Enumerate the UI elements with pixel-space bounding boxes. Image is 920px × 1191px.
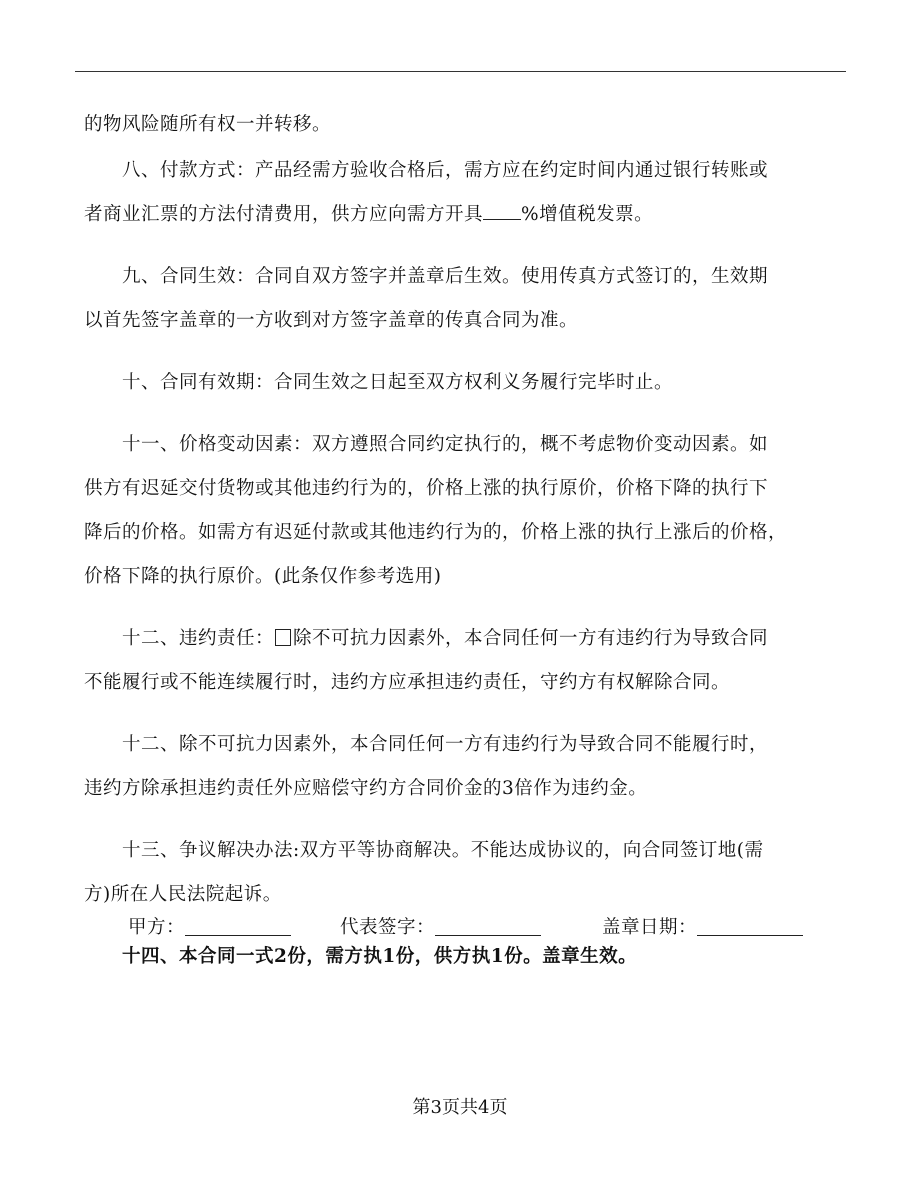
page-number: 第3页共4页	[412, 1097, 508, 1118]
paragraph-line	[84, 193, 840, 237]
paragraph-line: 九、合同生效：合同自双方签字并盖章后生效。使用传真方式签订的，生效期	[122, 266, 769, 287]
paragraph-line: 的物风险随所有权一并转移。	[84, 114, 332, 135]
paragraph-line: 十一、价格变动因素：双方遵照合同约定执行的，概不考虑物价变动因素。如	[122, 434, 769, 455]
header-rule	[75, 71, 846, 72]
party-a-blank[interactable]	[185, 934, 291, 936]
paragraph-line: 方)所在人民法院起诉。	[84, 884, 282, 905]
party-a-label: 甲方：	[128, 917, 186, 938]
paragraph-line	[84, 617, 840, 661]
paragraph-line: 十三、争议解决办法:双方平等协商解决。不能达成协议的，向合同签订地(需	[122, 840, 764, 861]
paragraph-breach-penalty	[84, 723, 840, 811]
paragraph-payment-method	[84, 149, 840, 237]
signature-row	[128, 906, 848, 950]
paragraph-line-text: %增值税发票。	[521, 204, 654, 225]
vat-rate-blank[interactable]	[483, 201, 521, 220]
representative-blank[interactable]	[435, 934, 541, 936]
paragraph-dispute-resolution	[84, 829, 840, 917]
paragraph-breach-liability	[84, 617, 840, 705]
seal-date-blank[interactable]	[697, 934, 803, 936]
representative-field	[340, 906, 541, 950]
paragraph-line-text: 十二、违约责任：	[122, 628, 275, 649]
seal-date-field	[602, 906, 803, 950]
seal-date-label: 盖章日期：	[602, 917, 698, 938]
paragraph-line: 以首先签字盖章的一方收到对方签字盖章的传真合同为准。	[84, 310, 579, 331]
paragraph-continuation	[84, 103, 840, 147]
paragraph-line: 降后的价格。如需方有迟延付款或其他违约行为的，价格上涨的执行上涨后的价格，	[84, 522, 788, 543]
paragraph-line: 十二、除不可抗力因素外，本合同任何一方有违约行为导致合同不能履行时，	[122, 734, 769, 755]
paragraph-line: 八、付款方式：产品经需方验收合格后，需方应在约定时间内通过银行转账或	[122, 160, 769, 181]
paragraph-line: 供方有迟延交付货物或其他违约行为的，价格上涨的执行原价，价格下降的执行下	[84, 478, 769, 499]
paragraph-line: 违约方除承担违约责任外应赔偿守约方合同价金的3倍作为违约金。	[84, 778, 648, 799]
paragraph-line-text: 者商业汇票的方法付清费用，供方应向需方开具	[84, 204, 484, 225]
option-checkbox[interactable]	[275, 629, 291, 646]
paragraph-line: 价格下降的执行原价。(此条仅作参考选用)	[84, 566, 442, 587]
paragraph-contract-effect	[84, 255, 840, 343]
representative-label: 代表签字：	[340, 917, 436, 938]
paragraph-price-change	[84, 423, 840, 599]
party-a-field	[128, 906, 291, 950]
paragraph-line-text: 除不可抗力因素外，本合同任何一方有违约行为导致合同	[293, 628, 769, 649]
document-body	[84, 103, 840, 997]
paragraph-line: 十四、本合同一式2份，需方执1份，供方执1份。盖章生效。	[122, 946, 638, 967]
paragraph-line: 十、合同有效期：合同生效之日起至双方权利义务履行完毕时止。	[122, 372, 674, 393]
paragraph-line: 不能履行或不能连续履行时，违约方应承担违约责任，守约方有权解除合同。	[84, 672, 731, 693]
paragraph-validity-period	[84, 361, 840, 405]
